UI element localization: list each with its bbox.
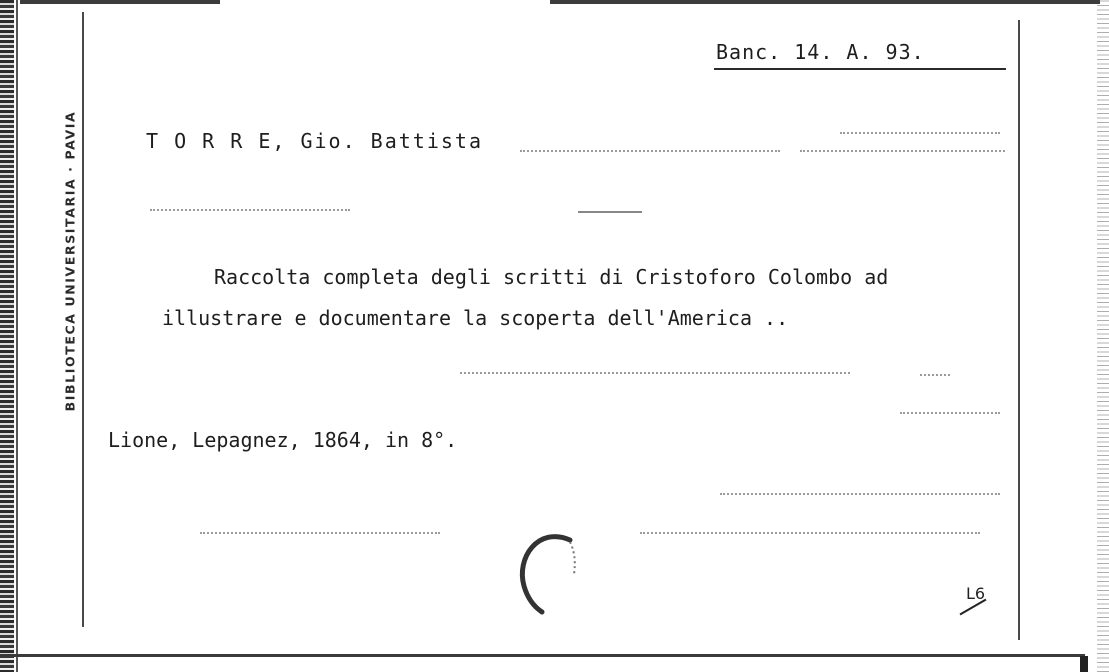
shelfmark-underline <box>714 68 1006 70</box>
dotted-line <box>460 372 850 375</box>
dotted-line <box>900 412 1000 415</box>
dotted-line <box>920 374 950 377</box>
corner-mark <box>1080 656 1088 672</box>
top-border-gap <box>220 0 550 4</box>
punch-hole-mark <box>508 530 588 620</box>
right-edge <box>1097 0 1109 672</box>
rule-line <box>578 211 642 214</box>
handwritten-note: L6 <box>966 584 986 603</box>
dotted-line <box>720 493 1000 496</box>
dotted-line <box>200 532 440 535</box>
edge-line <box>16 0 18 672</box>
author-heading: T O R R E, Gio. Battista <box>146 129 483 153</box>
right-margin-rule <box>1018 20 1020 640</box>
title-line-2: illustrare e documentare la scoperta dell'America .. <box>162 306 789 330</box>
dotted-line <box>640 532 980 535</box>
bottom-border <box>0 654 1085 657</box>
shelfmark: Banc. 14. A. 93. <box>716 40 925 64</box>
left-margin-rule <box>82 12 84 627</box>
library-stamp <box>60 26 80 496</box>
perforated-edge <box>0 0 14 672</box>
dotted-line <box>520 150 780 153</box>
title-line-1: Raccolta completa degli scritti di Cristoforo Colombo ad <box>214 265 889 289</box>
dotted-line <box>150 209 350 212</box>
top-border <box>20 0 1100 4</box>
dotted-line <box>800 150 1005 153</box>
library-stamp-text: BIBLIOTECA UNIVERSITARIA · PAVIA <box>62 110 78 412</box>
imprint: Lione, Lepagnez, 1864, in 8°. <box>108 428 458 452</box>
dotted-line <box>840 132 1000 135</box>
